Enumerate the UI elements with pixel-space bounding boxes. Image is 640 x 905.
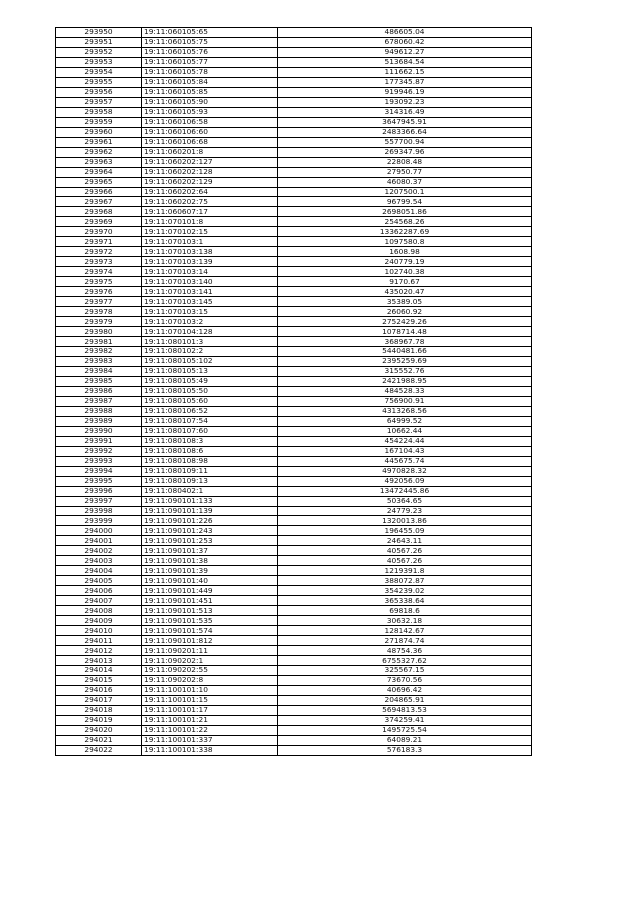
- row-number-cell: 293954: [56, 67, 142, 77]
- cadastral-number-cell: 19:11:060105:75: [142, 37, 278, 47]
- table-row: [56, 735, 532, 745]
- cadastral-value-cell: 111662.15: [278, 67, 532, 77]
- cadastral-value-cell: 196455.09: [278, 526, 532, 536]
- table-row: [56, 695, 532, 705]
- row-number-cell: 294002: [56, 546, 142, 556]
- row-number-cell: 293986: [56, 386, 142, 396]
- row-number-cell: 293969: [56, 217, 142, 227]
- cadastral-value-cell: 48754.36: [278, 646, 532, 656]
- table-row: [56, 327, 532, 337]
- cadastral-number-cell: 19:11:080402:1: [142, 486, 278, 496]
- table-row: [56, 366, 532, 376]
- row-number-cell: 293970: [56, 227, 142, 237]
- table-row: [56, 227, 532, 237]
- row-number-cell: 294021: [56, 735, 142, 745]
- table-row: [56, 396, 532, 406]
- cadastral-number-cell: 19:11:080106:52: [142, 406, 278, 416]
- table-row: [56, 666, 532, 676]
- table-row: [56, 297, 532, 307]
- table-row: [56, 147, 532, 157]
- table-row: [56, 376, 532, 386]
- row-number-cell: 293959: [56, 117, 142, 127]
- cadastral-number-cell: 19:11:070103:145: [142, 297, 278, 307]
- table-row: [56, 356, 532, 366]
- cadastral-number-cell: 19:11:100101:21: [142, 715, 278, 725]
- cadastral-value-cell: 50364.65: [278, 496, 532, 506]
- cadastral-number-cell: 19:11:060202:75: [142, 197, 278, 207]
- cadastral-number-cell: 19:11:100101:17: [142, 705, 278, 715]
- cadastral-value-cell: 24643.11: [278, 536, 532, 546]
- cadastral-value-cell: 1219391.8: [278, 566, 532, 576]
- cadastral-value-cell: 486605.04: [278, 28, 532, 38]
- cadastral-value-cell: 756900.91: [278, 396, 532, 406]
- cadastral-number-cell: 19:11:080108:98: [142, 456, 278, 466]
- table-row: [56, 57, 532, 67]
- cadastral-number-cell: 19:11:080105:60: [142, 396, 278, 406]
- table-row: [56, 606, 532, 616]
- cadastral-value-cell: 576183.3: [278, 745, 532, 755]
- cadastral-value-cell: 1320013.86: [278, 516, 532, 526]
- cadastral-number-cell: 19:11:080101:3: [142, 337, 278, 347]
- cadastral-value-cell: 167104.43: [278, 446, 532, 456]
- row-number-cell: 293998: [56, 506, 142, 516]
- cadastral-value-cell: 40567.26: [278, 556, 532, 566]
- cadastral-value-cell: 2698051.86: [278, 207, 532, 217]
- row-number-cell: 293995: [56, 476, 142, 486]
- table-row: [56, 556, 532, 566]
- cadastral-number-cell: 19:11:060202:128: [142, 167, 278, 177]
- cadastral-number-cell: 19:11:080109:11: [142, 466, 278, 476]
- cadastral-value-cell: 5694813.53: [278, 705, 532, 715]
- cadastral-value-cell: 365338.64: [278, 596, 532, 606]
- table-row: [56, 496, 532, 506]
- cadastral-value-cell: 35389.05: [278, 297, 532, 307]
- cadastral-value-cell: 4313268.56: [278, 406, 532, 416]
- row-number-cell: 293994: [56, 466, 142, 476]
- cadastral-value-cell: 40567.26: [278, 546, 532, 556]
- row-number-cell: 293987: [56, 396, 142, 406]
- cadastral-value-cell: 24779.23: [278, 506, 532, 516]
- cadastral-number-cell: 19:11:060607:17: [142, 207, 278, 217]
- cadastral-value-cell: 27950.77: [278, 167, 532, 177]
- cadastral-number-cell: 19:11:090101:449: [142, 586, 278, 596]
- cadastral-value-table: [55, 27, 532, 756]
- cadastral-value-cell: 69818.6: [278, 606, 532, 616]
- row-number-cell: 293956: [56, 87, 142, 97]
- table-row: [56, 237, 532, 247]
- table-row: [56, 177, 532, 187]
- cadastral-value-cell: 2421988.95: [278, 376, 532, 386]
- row-number-cell: 294006: [56, 586, 142, 596]
- table-row: [56, 267, 532, 277]
- cadastral-value-cell: 484528.33: [278, 386, 532, 396]
- table-row: [56, 307, 532, 317]
- cadastral-number-cell: 19:11:090101:451: [142, 596, 278, 606]
- cadastral-value-cell: 96799.54: [278, 197, 532, 207]
- row-number-cell: 293982: [56, 347, 142, 357]
- table-row: [56, 596, 532, 606]
- cadastral-number-cell: 19:11:080108:3: [142, 436, 278, 446]
- cadastral-value-cell: 10662.44: [278, 426, 532, 436]
- row-number-cell: 293992: [56, 446, 142, 456]
- table-row: [56, 725, 532, 735]
- row-number-cell: 293952: [56, 47, 142, 57]
- row-number-cell: 294018: [56, 705, 142, 715]
- table-row: [56, 516, 532, 526]
- table-row: [56, 626, 532, 636]
- table-row: [56, 586, 532, 596]
- cadastral-value-cell: 1608.98: [278, 247, 532, 257]
- row-number-cell: 293950: [56, 28, 142, 38]
- cadastral-number-cell: 19:11:070103:140: [142, 277, 278, 287]
- row-number-cell: 294011: [56, 636, 142, 646]
- cadastral-number-cell: 19:11:070102:15: [142, 227, 278, 237]
- row-number-cell: 293976: [56, 287, 142, 297]
- table-row: [56, 685, 532, 695]
- table-row: [56, 337, 532, 347]
- cadastral-number-cell: 19:11:080105:50: [142, 386, 278, 396]
- cadastral-number-cell: 19:11:100101:338: [142, 745, 278, 755]
- cadastral-value-cell: 388072.87: [278, 576, 532, 586]
- cadastral-number-cell: 19:11:070103:141: [142, 287, 278, 297]
- table-row: [56, 426, 532, 436]
- table-row: [56, 137, 532, 147]
- cadastral-value-cell: 254568.26: [278, 217, 532, 227]
- table-row: [56, 287, 532, 297]
- cadastral-number-cell: 19:11:080108:6: [142, 446, 278, 456]
- row-number-cell: 293955: [56, 77, 142, 87]
- cadastral-value-cell: 64999.52: [278, 416, 532, 426]
- row-number-cell: 294013: [56, 656, 142, 666]
- row-number-cell: 293993: [56, 456, 142, 466]
- cadastral-number-cell: 19:11:070101:8: [142, 217, 278, 227]
- table-row: [56, 257, 532, 267]
- cadastral-number-cell: 19:11:080105:49: [142, 376, 278, 386]
- cadastral-number-cell: 19:11:090101:37: [142, 546, 278, 556]
- cadastral-number-cell: 19:11:080105:13: [142, 366, 278, 376]
- cadastral-value-cell: 40696.42: [278, 685, 532, 695]
- table-row: [56, 546, 532, 556]
- cadastral-value-cell: 5440481.66: [278, 347, 532, 357]
- cadastral-value-cell: 128142.67: [278, 626, 532, 636]
- row-number-cell: 294016: [56, 685, 142, 695]
- table-row: [56, 466, 532, 476]
- row-number-cell: 293966: [56, 187, 142, 197]
- row-number-cell: 293983: [56, 356, 142, 366]
- cadastral-number-cell: 19:11:090101:39: [142, 566, 278, 576]
- row-number-cell: 293962: [56, 147, 142, 157]
- row-number-cell: 293996: [56, 486, 142, 496]
- cadastral-value-cell: 1495725.54: [278, 725, 532, 735]
- row-number-cell: 293951: [56, 37, 142, 47]
- table-row: [56, 247, 532, 257]
- table-row: [56, 167, 532, 177]
- cadastral-number-cell: 19:11:100101:337: [142, 735, 278, 745]
- cadastral-value-cell: 13362287.69: [278, 227, 532, 237]
- cadastral-value-cell: 30632.18: [278, 616, 532, 626]
- row-number-cell: 294014: [56, 666, 142, 676]
- cadastral-number-cell: 19:11:090101:40: [142, 576, 278, 586]
- row-number-cell: 294009: [56, 616, 142, 626]
- row-number-cell: 294017: [56, 695, 142, 705]
- cadastral-number-cell: 19:11:100101:22: [142, 725, 278, 735]
- cadastral-number-cell: 19:11:080107:60: [142, 426, 278, 436]
- table-row: [56, 576, 532, 586]
- row-number-cell: 293957: [56, 97, 142, 107]
- table-row: [56, 406, 532, 416]
- cadastral-value-cell: 445675.74: [278, 456, 532, 466]
- cadastral-value-cell: 492056.09: [278, 476, 532, 486]
- cadastral-number-cell: 19:11:070104:128: [142, 327, 278, 337]
- row-number-cell: 294008: [56, 606, 142, 616]
- cadastral-number-cell: 19:11:090202:8: [142, 675, 278, 685]
- table-row: [56, 745, 532, 755]
- cadastral-value-cell: 513684.54: [278, 57, 532, 67]
- cadastral-number-cell: 19:11:090202:1: [142, 656, 278, 666]
- cadastral-value-cell: 6755327.62: [278, 656, 532, 666]
- table-row: [56, 636, 532, 646]
- table-row: [56, 446, 532, 456]
- row-number-cell: 294003: [56, 556, 142, 566]
- cadastral-value-cell: 177345.87: [278, 77, 532, 87]
- table-row: [56, 566, 532, 576]
- row-number-cell: 293958: [56, 107, 142, 117]
- table-row: [56, 47, 532, 57]
- row-number-cell: 293978: [56, 307, 142, 317]
- row-number-cell: 293967: [56, 197, 142, 207]
- table-row: [56, 705, 532, 715]
- cadastral-value-cell: 13472445.86: [278, 486, 532, 496]
- cadastral-value-cell: 678060.42: [278, 37, 532, 47]
- table-row: [56, 436, 532, 446]
- row-number-cell: 293991: [56, 436, 142, 446]
- cadastral-number-cell: 19:11:090202:55: [142, 666, 278, 676]
- table-row: [56, 476, 532, 486]
- cadastral-value-cell: 4970828.32: [278, 466, 532, 476]
- row-number-cell: 294001: [56, 536, 142, 546]
- cadastral-number-cell: 19:11:070103:139: [142, 257, 278, 267]
- table-row: [56, 67, 532, 77]
- row-number-cell: 294019: [56, 715, 142, 725]
- cadastral-number-cell: 19:11:090101:139: [142, 506, 278, 516]
- cadastral-number-cell: 19:11:100101:10: [142, 685, 278, 695]
- row-number-cell: 294004: [56, 566, 142, 576]
- row-number-cell: 293973: [56, 257, 142, 267]
- row-number-cell: 293999: [56, 516, 142, 526]
- row-number-cell: 293953: [56, 57, 142, 67]
- cadastral-value-cell: 2483366.64: [278, 127, 532, 137]
- cadastral-number-cell: 19:11:090101:38: [142, 556, 278, 566]
- table-row: [56, 416, 532, 426]
- row-number-cell: 294007: [56, 596, 142, 606]
- cadastral-value-cell: 325567.15: [278, 666, 532, 676]
- cadastral-number-cell: 19:11:090101:226: [142, 516, 278, 526]
- cadastral-number-cell: 19:11:070103:14: [142, 267, 278, 277]
- table-row: [56, 28, 532, 38]
- table-row: [56, 97, 532, 107]
- table-body: [56, 28, 532, 756]
- table-row: [56, 486, 532, 496]
- row-number-cell: 293979: [56, 317, 142, 327]
- cadastral-value-cell: 46080.37: [278, 177, 532, 187]
- table-row: [56, 277, 532, 287]
- row-number-cell: 294012: [56, 646, 142, 656]
- cadastral-value-cell: 3647945.91: [278, 117, 532, 127]
- cadastral-value-cell: 368967.78: [278, 337, 532, 347]
- table-row: [56, 207, 532, 217]
- cadastral-value-cell: 949612.27: [278, 47, 532, 57]
- table-row: [56, 616, 532, 626]
- cadastral-value-cell: 919946.19: [278, 87, 532, 97]
- row-number-cell: 293972: [56, 247, 142, 257]
- cadastral-number-cell: 19:11:060201:8: [142, 147, 278, 157]
- row-number-cell: 294000: [56, 526, 142, 536]
- cadastral-number-cell: 19:11:060202:64: [142, 187, 278, 197]
- row-number-cell: 293971: [56, 237, 142, 247]
- table-row: [56, 77, 532, 87]
- table-row: [56, 127, 532, 137]
- table-row: [56, 197, 532, 207]
- cadastral-value-cell: 204865.91: [278, 695, 532, 705]
- row-number-cell: 293981: [56, 337, 142, 347]
- table-row: [56, 317, 532, 327]
- cadastral-number-cell: 19:11:070103:138: [142, 247, 278, 257]
- cadastral-number-cell: 19:11:060105:84: [142, 77, 278, 87]
- cadastral-number-cell: 19:11:090101:133: [142, 496, 278, 506]
- cadastral-value-cell: 22808.48: [278, 157, 532, 167]
- table-row: [56, 37, 532, 47]
- cadastral-value-cell: 374259.41: [278, 715, 532, 725]
- cadastral-number-cell: 19:11:090101:253: [142, 536, 278, 546]
- row-number-cell: 293968: [56, 207, 142, 217]
- row-number-cell: 293961: [56, 137, 142, 147]
- cadastral-number-cell: 19:11:060105:90: [142, 97, 278, 107]
- cadastral-number-cell: 19:11:070103:2: [142, 317, 278, 327]
- cadastral-value-cell: 73670.56: [278, 675, 532, 685]
- cadastral-value-cell: 26060.92: [278, 307, 532, 317]
- cadastral-number-cell: 19:11:080107:54: [142, 416, 278, 426]
- row-number-cell: 293960: [56, 127, 142, 137]
- table-row: [56, 347, 532, 357]
- cadastral-value-cell: 271874.74: [278, 636, 532, 646]
- row-number-cell: 293974: [56, 267, 142, 277]
- cadastral-number-cell: 19:11:060106:68: [142, 137, 278, 147]
- row-number-cell: 293997: [56, 496, 142, 506]
- cadastral-number-cell: 19:11:060105:85: [142, 87, 278, 97]
- cadastral-number-cell: 19:11:070103:15: [142, 307, 278, 317]
- cadastral-number-cell: 19:11:060105:78: [142, 67, 278, 77]
- table-row: [56, 117, 532, 127]
- cadastral-number-cell: 19:11:060105:65: [142, 28, 278, 38]
- cadastral-value-cell: 64089.21: [278, 735, 532, 745]
- table-row: [56, 107, 532, 117]
- row-number-cell: 294010: [56, 626, 142, 636]
- table-row: [56, 656, 532, 666]
- row-number-cell: 294022: [56, 745, 142, 755]
- cadastral-value-cell: 2395259.69: [278, 356, 532, 366]
- row-number-cell: 293984: [56, 366, 142, 376]
- cadastral-number-cell: 19:11:060106:60: [142, 127, 278, 137]
- cadastral-value-cell: 193092.23: [278, 97, 532, 107]
- cadastral-number-cell: 19:11:060202:127: [142, 157, 278, 167]
- cadastral-value-cell: 314316.49: [278, 107, 532, 117]
- cadastral-number-cell: 19:11:090201:11: [142, 646, 278, 656]
- table-row: [56, 217, 532, 227]
- cadastral-value-cell: 315552.76: [278, 366, 532, 376]
- table-row: [56, 715, 532, 725]
- cadastral-number-cell: 19:11:060105:76: [142, 47, 278, 57]
- cadastral-value-cell: 2752429.26: [278, 317, 532, 327]
- cadastral-value-cell: 557700.94: [278, 137, 532, 147]
- cadastral-number-cell: 19:11:070103:1: [142, 237, 278, 247]
- cadastral-value-cell: 1207500.1: [278, 187, 532, 197]
- table-row: [56, 526, 532, 536]
- row-number-cell: 293965: [56, 177, 142, 187]
- cadastral-number-cell: 19:11:060105:77: [142, 57, 278, 67]
- row-number-cell: 293985: [56, 376, 142, 386]
- table-row: [56, 646, 532, 656]
- table-row: [56, 157, 532, 167]
- cadastral-number-cell: 19:11:100101:15: [142, 695, 278, 705]
- cadastral-number-cell: 19:11:080102:2: [142, 347, 278, 357]
- row-number-cell: 294005: [56, 576, 142, 586]
- cadastral-number-cell: 19:11:060105:93: [142, 107, 278, 117]
- row-number-cell: 294015: [56, 675, 142, 685]
- cadastral-value-cell: 102740.38: [278, 267, 532, 277]
- row-number-cell: 293989: [56, 416, 142, 426]
- cadastral-number-cell: 19:11:080109:13: [142, 476, 278, 486]
- row-number-cell: 294020: [56, 725, 142, 735]
- cadastral-number-cell: 19:11:080105:102: [142, 356, 278, 366]
- cadastral-value-cell: 9170.67: [278, 277, 532, 287]
- table-row: [56, 456, 532, 466]
- cadastral-number-cell: 19:11:090101:513: [142, 606, 278, 616]
- table-row: [56, 187, 532, 197]
- row-number-cell: 293980: [56, 327, 142, 337]
- cadastral-value-cell: 240779.19: [278, 257, 532, 267]
- row-number-cell: 293975: [56, 277, 142, 287]
- cadastral-number-cell: 19:11:060202:129: [142, 177, 278, 187]
- table-row: [56, 536, 532, 546]
- row-number-cell: 293964: [56, 167, 142, 177]
- cadastral-value-cell: 1097580.8: [278, 237, 532, 247]
- cadastral-number-cell: 19:11:090101:812: [142, 636, 278, 646]
- table-row: [56, 87, 532, 97]
- cadastral-value-cell: 269347.96: [278, 147, 532, 157]
- cadastral-value-cell: 1078714.48: [278, 327, 532, 337]
- cadastral-value-cell: 435020.47: [278, 287, 532, 297]
- cadastral-number-cell: 19:11:060106:58: [142, 117, 278, 127]
- cadastral-number-cell: 19:11:090101:243: [142, 526, 278, 536]
- table-row: [56, 675, 532, 685]
- table-row: [56, 506, 532, 516]
- cadastral-value-cell: 354239.02: [278, 586, 532, 596]
- cadastral-value-cell: 454224.44: [278, 436, 532, 446]
- row-number-cell: 293963: [56, 157, 142, 167]
- row-number-cell: 293988: [56, 406, 142, 416]
- table-row: [56, 386, 532, 396]
- row-number-cell: 293990: [56, 426, 142, 436]
- cadastral-number-cell: 19:11:090101:535: [142, 616, 278, 626]
- cadastral-number-cell: 19:11:090101:574: [142, 626, 278, 636]
- row-number-cell: 293977: [56, 297, 142, 307]
